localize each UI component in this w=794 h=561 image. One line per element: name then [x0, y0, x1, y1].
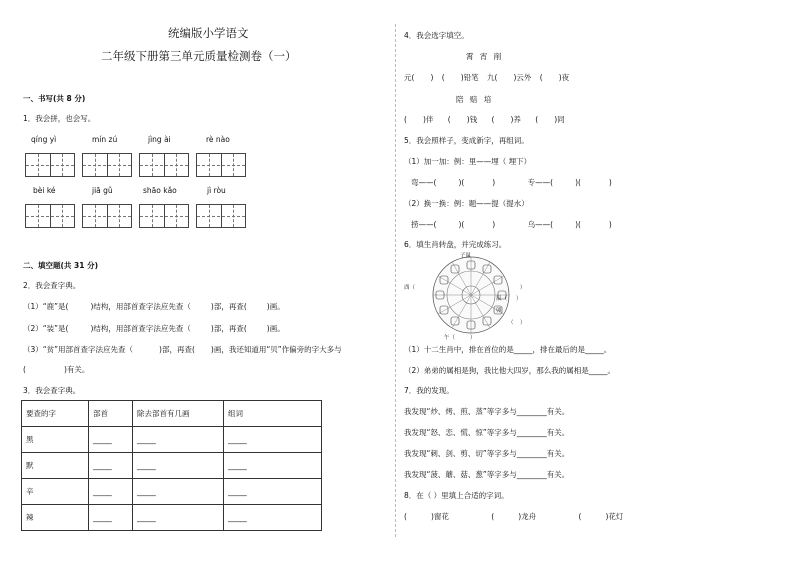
- q7-line: 我发现“怒、恋、慌、惊”等字多与________有关。: [404, 428, 570, 437]
- pinyin-4: rè nào: [206, 135, 230, 144]
- q6-prompt: 6．填生肖转盘，并完成练习。: [404, 240, 507, 249]
- q5-prompt: 5．我会照样子，变成新字，再组词。: [404, 136, 529, 145]
- q2-line-2: （2）“装”是( )结构，用部首查字法应先查（ )部，再查( )画。: [23, 324, 285, 333]
- q8-line: ( )窗花 ( )龙舟 ( )花灯: [404, 512, 624, 521]
- zodiac-label-mid4: ）: [516, 296, 522, 302]
- q7-line: 我发现“炒、烤、煎、蒸”等字多与________有关。: [404, 407, 570, 416]
- q6-sub-2: （2）弟弟的属相是狗，我比他大四岁，那么我的属相是_____。: [404, 366, 616, 375]
- title-line-2: 二年级下册第三单元质量检测卷（一）: [101, 49, 297, 63]
- writing-grid[interactable]: [25, 153, 75, 177]
- q5-part-2-line: 捞——( )( ) 乌——( )( ): [411, 220, 612, 229]
- q2-prompt: 2．我会查字典。: [23, 281, 81, 290]
- q7-line: 我发现“刺、剑、剪、切”等字多与________有关。: [404, 449, 570, 458]
- q3-prompt: 3．我会查字典。: [23, 386, 81, 395]
- q4-char-group-1: 霄 宵 削: [466, 52, 504, 61]
- q2-line-1: （1）“鹿”是( )结构，用部首查字法应先查（ )部，再查( )画。: [23, 302, 285, 311]
- q5-part-1: （1）加一加：例：里——埋（ 埋下）: [404, 157, 532, 166]
- q7-prompt: 7．我的发现。: [404, 386, 454, 395]
- section1-heading: 一、书写(共 8 分): [23, 94, 86, 103]
- pinyin-2: mín zú: [92, 135, 118, 144]
- writing-grid[interactable]: [82, 204, 132, 228]
- table-header: 要查的字: [22, 401, 89, 427]
- table-header: 除去部首有几画: [133, 401, 224, 427]
- writing-grid[interactable]: [25, 204, 75, 228]
- table-row: 辛 _____ _____ _____: [22, 479, 322, 505]
- pinyin-1: qíng yì: [31, 135, 57, 144]
- writing-grid[interactable]: [196, 153, 246, 177]
- pinyin-8: jì ròu: [207, 186, 226, 195]
- writing-grid[interactable]: [196, 204, 246, 228]
- q4-line-1: 元( ) ( )铅笔 九( )云外 ( )夜: [404, 73, 570, 82]
- table-row: 黑 _____ _____ _____: [22, 427, 322, 453]
- writing-grid[interactable]: [82, 153, 132, 177]
- zodiac-label-top: 子鼠: [460, 253, 472, 259]
- q5-part-1-line: 弯——( )( ) 专——( )( ): [411, 178, 612, 187]
- q4-prompt: 4．我会选字填空。: [404, 31, 469, 40]
- zodiac-label-mid2: ）: [520, 320, 526, 326]
- q4-char-group-2: 陪 赔 培: [456, 95, 494, 104]
- lookup-table: [21, 400, 322, 531]
- zodiac-label-mid3: 辰（: [496, 296, 508, 302]
- q7-line: 我发现“菠、蘑、菇、葱”等字多与________有关。: [404, 470, 570, 479]
- q4-line-2: ( )伴 ( )钱 ( )养 ( )同: [404, 115, 565, 124]
- zodiac-label-bottom-r: ）: [470, 335, 476, 341]
- zodiac-label-right: ）: [520, 285, 526, 291]
- zodiac-label-bottom: 午（: [444, 335, 456, 341]
- pinyin-6: jiā gǔ: [92, 186, 113, 195]
- table-row: 默 _____ _____ _____: [22, 453, 322, 479]
- q5-part-2: （2）换一换：例：题——提（提水）: [404, 199, 529, 208]
- zodiac-label-left: 酉（: [404, 285, 416, 291]
- table-row: 辣 _____ _____ _____: [22, 505, 322, 531]
- q8-prompt: 8．在（ ）里填上合适的字词。: [404, 491, 509, 500]
- table-header: 部首: [89, 401, 133, 427]
- writing-grid[interactable]: [139, 153, 189, 177]
- pinyin-3: jìng ài: [148, 135, 171, 144]
- table-header: 组词: [224, 401, 322, 427]
- column-divider: [395, 24, 396, 537]
- zodiac-label-right2: 卯: [496, 308, 502, 314]
- pinyin-7: shāo kǎo: [143, 186, 177, 195]
- zodiac-label-mid1: （: [508, 320, 514, 326]
- q1-prompt: 1．我会拼，也会写。: [23, 114, 96, 123]
- q2-line-3: （3）“贫”用部首查字法应先查（ )部，再查( )画，我还知道用“贝”作偏旁的字大多与: [23, 345, 342, 354]
- writing-grid[interactable]: [139, 204, 189, 228]
- q2-line-4: ( )有关。: [23, 365, 90, 374]
- title-line-1: 统编版小学语文: [168, 26, 249, 40]
- section2-heading: 二、填空题(共 31 分): [23, 261, 99, 270]
- pinyin-5: bèi ké: [33, 186, 56, 195]
- q6-sub-1: （1）十二生肖中，排在首位的是_____，排在最后的是_____。: [404, 345, 612, 354]
